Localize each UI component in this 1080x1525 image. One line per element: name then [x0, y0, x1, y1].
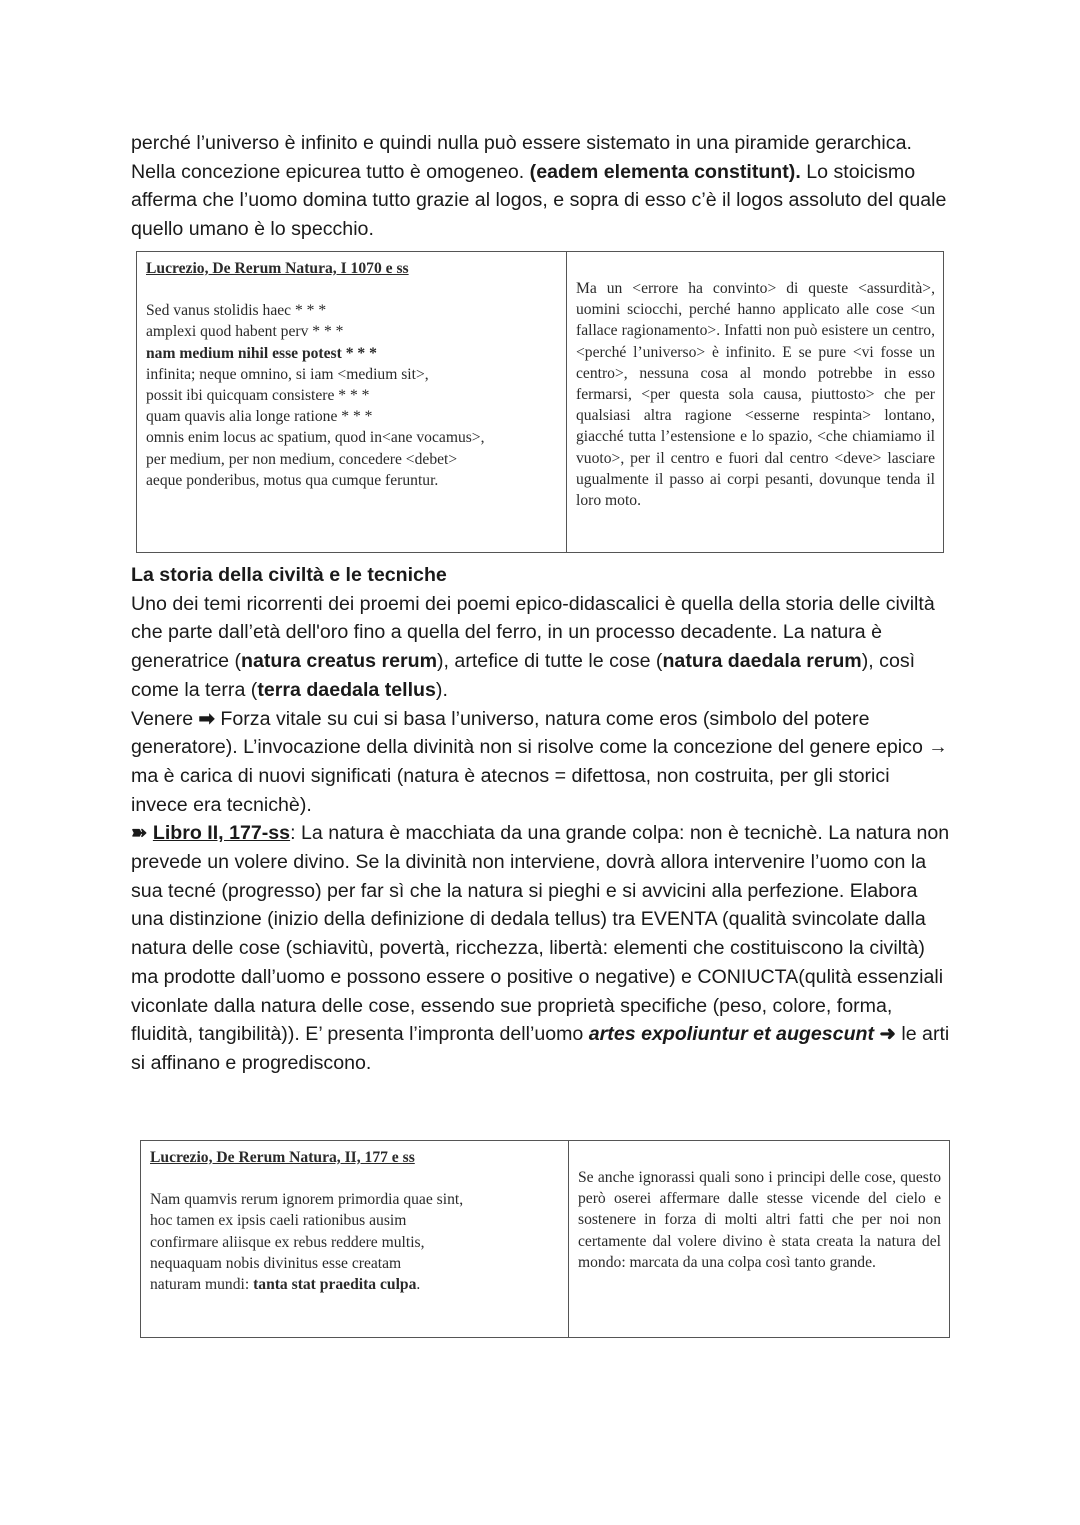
verse-line: confirmare aliisque ex rebus reddere multis,: [150, 1233, 425, 1251]
intro-text-cont: Lo stoicismo afferma che l’uomo domina tutto grazie al logos, e sopra di esso c’è il logos assoluto del quale quello umano è lo specchio.: [131, 160, 947, 241]
verse-line: Nam quamvis rerum ignorem primordia quae sint,: [150, 1191, 464, 1209]
translation-column: [567, 252, 944, 553]
latin-phrase: natura daedala rerum: [662, 650, 862, 673]
section-heading: La storia della civiltà e le tecniche: [131, 564, 447, 586]
quote-source: Lucrezio, De Rerum Natura, II, 177 e ss: [150, 1149, 415, 1166]
text: le arti si affinano e progrediscono.: [131, 1023, 950, 1074]
latin-column: [137, 252, 567, 553]
text: ).: [435, 678, 448, 701]
verse-line: omnis enim locus ac spatium, quod in<ane vocamus>,: [146, 429, 485, 447]
translation-column: [569, 1141, 950, 1338]
text: Forza vitale su cui si basa l’universo, natura come eros (simbolo del potere generatore). L’invocazione della divinità non si risolve come la concezione del genere epico → ma è carica di nuovi significati (natura è atecnos = difettosa, non costruita, per gli storici invece era tecnichè).: [131, 707, 948, 816]
latin-phrase: terra daedala tellus: [257, 678, 436, 701]
verse-line: per medium, per non medium, concedere <debet>: [146, 450, 458, 468]
verse-bold: tanta stat praedita culpa: [253, 1276, 417, 1294]
verse-line: [150, 1274, 560, 1295]
latin-column: [141, 1141, 569, 1338]
verse-line: Sed vanus stolidis haec * * *: [146, 302, 327, 320]
arrow-right-icon: ➜: [874, 1023, 896, 1046]
paragraph-libro-ii: [131, 819, 951, 1077]
verse-line: amplexi quod habent perv * * *: [146, 323, 344, 341]
verse-line: infinita; neque omnino, si iam <medium sit>,: [146, 365, 429, 383]
quote-table-2: [140, 1140, 950, 1338]
latin-phrase: natura creatus rerum: [241, 650, 438, 673]
verse-line: aeque ponderibus, motus qua cumque feruntur.: [146, 471, 439, 489]
text: ), artefice di tutte le cose (: [437, 650, 663, 673]
quote-table-1: [136, 251, 944, 553]
translation-text: Se anche ignorassi quali sono i principi delle cose, questo però oserei affermare dalle stesse vicende del cielo e sostenere in forza di molti altri fatti che per noi non certamente dal volere divino è stata creata la natura del mondo: marcata da una colpa così tanto grande.: [578, 1169, 941, 1271]
book-reference: Libro II, 177-ss: [152, 822, 291, 845]
verse-line: quam quavis alia longe ratione * * *: [146, 408, 373, 426]
latin-verses: [150, 1189, 560, 1295]
paragraph-venere: [131, 705, 951, 820]
verse-text: naturam mundi:: [150, 1276, 254, 1294]
latin-verses: [146, 300, 558, 491]
text: Venere: [131, 707, 199, 730]
bullet-arrow-icon: ➽: [131, 822, 148, 845]
latin-phrase: artes expoliuntur et augescunt: [588, 1023, 875, 1046]
paragraph-proemi: [131, 590, 951, 705]
arrow-right-icon: ➡: [198, 707, 215, 730]
verse-line: nequaquam nobis divinitus esse creatam: [150, 1254, 402, 1272]
verse-line: possit ibi quicquam consistere * * *: [146, 387, 370, 405]
intro-paragraph: [131, 129, 951, 244]
latin-phrase: (eadem elementa constitunt).: [529, 160, 801, 183]
section-civilta: [131, 561, 951, 1078]
quote-source: Lucrezio, De Rerum Natura, I 1070 e ss: [146, 260, 409, 277]
text: : La natura è macchiata da una grande colpa: non è tecnichè. La natura non prevede un volere divino. Se la divinità non interviene, dovrà allora intervenire l’uomo con la sua tecné (progresso) per far sì che la natura si pieghi e si avvicini alla perfezione. Elabora una distinzione (inizio della definizione di dedala tellus) tra EVENTA (qualità svincolate dalla natura delle cose (schiavitù, povertà, ricchezza, libertà: elementi che costituiscono la civiltà) ma prodotte dall’uomo e possono essere o positive o negative) e CONIUCTA(qulità essenziali viconlate dalla natura delle cose, essendo sue proprietà specifiche (peso, colore, forma, fluidità, tangibilità)). E’ presenta l’impronta dell’uomo: [131, 822, 950, 1046]
translation-text: Ma un <errore ha convinto> di queste <assurdità>, uomini sciocchi, perché hanno applicato alle cose <un fallace ragionamento>. Infatti non può esistere un centro, <perché l’universo> è infinito. E se pure <vi fosse un centro>, nessuna cosa al mondo potrebbe in esso fermarsi, <per questa sola causa, piuttosto> che per qualsiasi altra ragione <esserne respinta> lontano, giacché tutta l’estensione e lo spazio, <che chiamiamo il vuoto>, per il centro e fuori dal centro <deve> lasciare ugualmente il passo ai corpi pesanti, dovunque tenda il loro moto.: [576, 280, 935, 510]
verse-text: .: [416, 1276, 421, 1294]
verse-line: nam medium nihil esse potest * * *: [146, 344, 377, 362]
verse-line: hoc tamen ex ipsis caeli rationibus ausim: [150, 1212, 407, 1230]
text: Uno dei temi ricorrenti dei proemi dei poemi epico-didascalici è quella della storia delle civiltà che parte dall’età dell'oro fino a quella del ferro, in un processo decadente. La natura è generatrice (: [131, 592, 935, 673]
intro-text: perché l’universo è infinito e quindi nulla può essere sistemato in una piramide gerarchica. Nella concezione epicurea tutto è omogeneo.: [131, 132, 912, 183]
text: ), così come la terra (: [131, 650, 916, 701]
